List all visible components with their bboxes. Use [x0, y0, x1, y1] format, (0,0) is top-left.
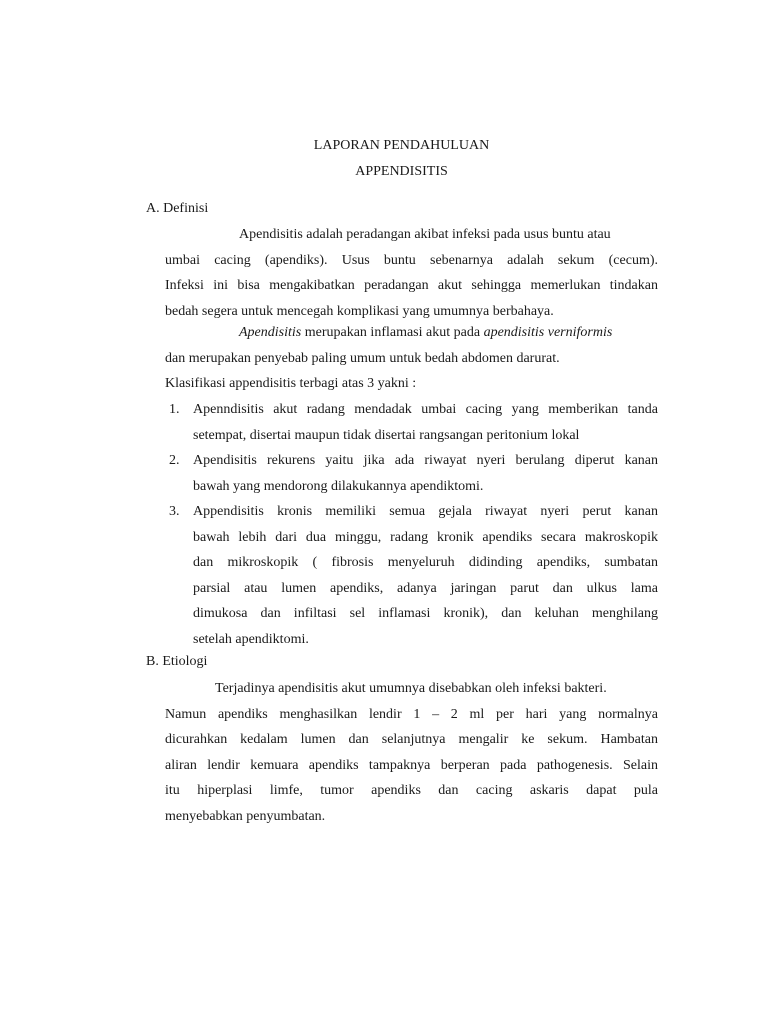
- text-line: Apendisitis rekurens yaitu jika ada riwayat nyeri berulang diperut kanan: [193, 453, 658, 468]
- inline-text: merupakan inflamasi akut pada: [301, 325, 484, 340]
- text-line: menyebabkan penyumbatan.: [165, 808, 326, 824]
- text-line: bawah yang mendorong dilakukannya apendiktomi.: [193, 478, 484, 494]
- text-line: [165, 320, 658, 346]
- text-line: dan merupakan penyebab paling umum untuk bedah abdomen darurat.: [165, 350, 560, 366]
- text-line: parsial atau lumen apendiks, adanya jaringan parut dan ulkus lama: [193, 580, 658, 596]
- document-subtitle: APPENDISITIS: [355, 164, 448, 179]
- list-number: 2.: [169, 453, 180, 468]
- text-line: aliran lendir kemuara apendiks tampaknya berperan pada pathogenesis. Selain: [165, 757, 658, 773]
- text-line: Appendisitis kronis memiliki semua gejala riwayat nyeri perut kanan: [193, 504, 658, 519]
- text-line: Apenndisitis akut radang mendadak umbai cacing yang memberikan tanda: [193, 402, 658, 417]
- classification-list: [165, 397, 658, 652]
- list-item: [165, 499, 658, 652]
- italic-term: Apendisitis: [239, 325, 302, 340]
- text-line: setelah apendiktomi.: [193, 631, 309, 647]
- text-line: dimukosa dan infiltasi sel inflamasi kronik), dan keluhan menghilang: [193, 606, 658, 621]
- section-heading-etiologi: B. Etiologi: [146, 654, 208, 669]
- text-line: Namun apendiks menghasilkan lendir 1 – 2 ml per hari yang normalnya: [165, 706, 658, 722]
- text-line: bedah segera untuk mencegah komplikasi yang umumnya berbahaya.: [165, 303, 554, 319]
- text-line: itu hiperplasi limfe, tumor apendiks dan cacing askaris dapat pula: [165, 783, 658, 798]
- text-line: dicurahkan kedalam lumen dan selanjutnya mengalir ke sekum. Hambatan: [165, 732, 658, 747]
- text-line: Klasifikasi appendisitis terbagi atas 3 yakni :: [165, 376, 417, 391]
- document-title: LAPORAN PENDAHULUAN: [313, 138, 490, 153]
- list-item: [165, 397, 658, 448]
- list-item: [165, 448, 658, 499]
- text-line: Infeksi ini bisa mengakibatkan peradangan akut sehingga memerlukan tindakan: [165, 278, 658, 293]
- text-line: Terjadinya apendisitis akut umumnya disebabkan oleh infeksi bakteri.: [215, 681, 607, 696]
- text-line: bawah lebih dari dua minggu, radang kronik apendiks secara makroskopik: [193, 529, 658, 545]
- text-line: umbai cacing (apendiks). Usus buntu sebenarnya adalah sekum (cecum).: [165, 252, 658, 268]
- section-heading-definisi: A. Definisi: [146, 201, 209, 216]
- list-number: 3.: [169, 504, 180, 519]
- list-number: 1.: [169, 402, 180, 417]
- etiologi-paragraph: [165, 676, 658, 829]
- text-line: dan mikroskopik ( fibrosis menyeluruh didinding apendiks, sumbatan: [193, 555, 658, 570]
- definisi-paragraph-2: [165, 320, 658, 397]
- text-line: Apendisitis adalah peradangan akibat infeksi pada usus buntu atau: [239, 227, 611, 242]
- italic-term: apendisitis verniformis: [483, 325, 613, 340]
- definisi-paragraph-1: [165, 222, 658, 324]
- text-line: setempat, disertai maupun tidak disertai rangsangan peritonium lokal: [193, 427, 580, 443]
